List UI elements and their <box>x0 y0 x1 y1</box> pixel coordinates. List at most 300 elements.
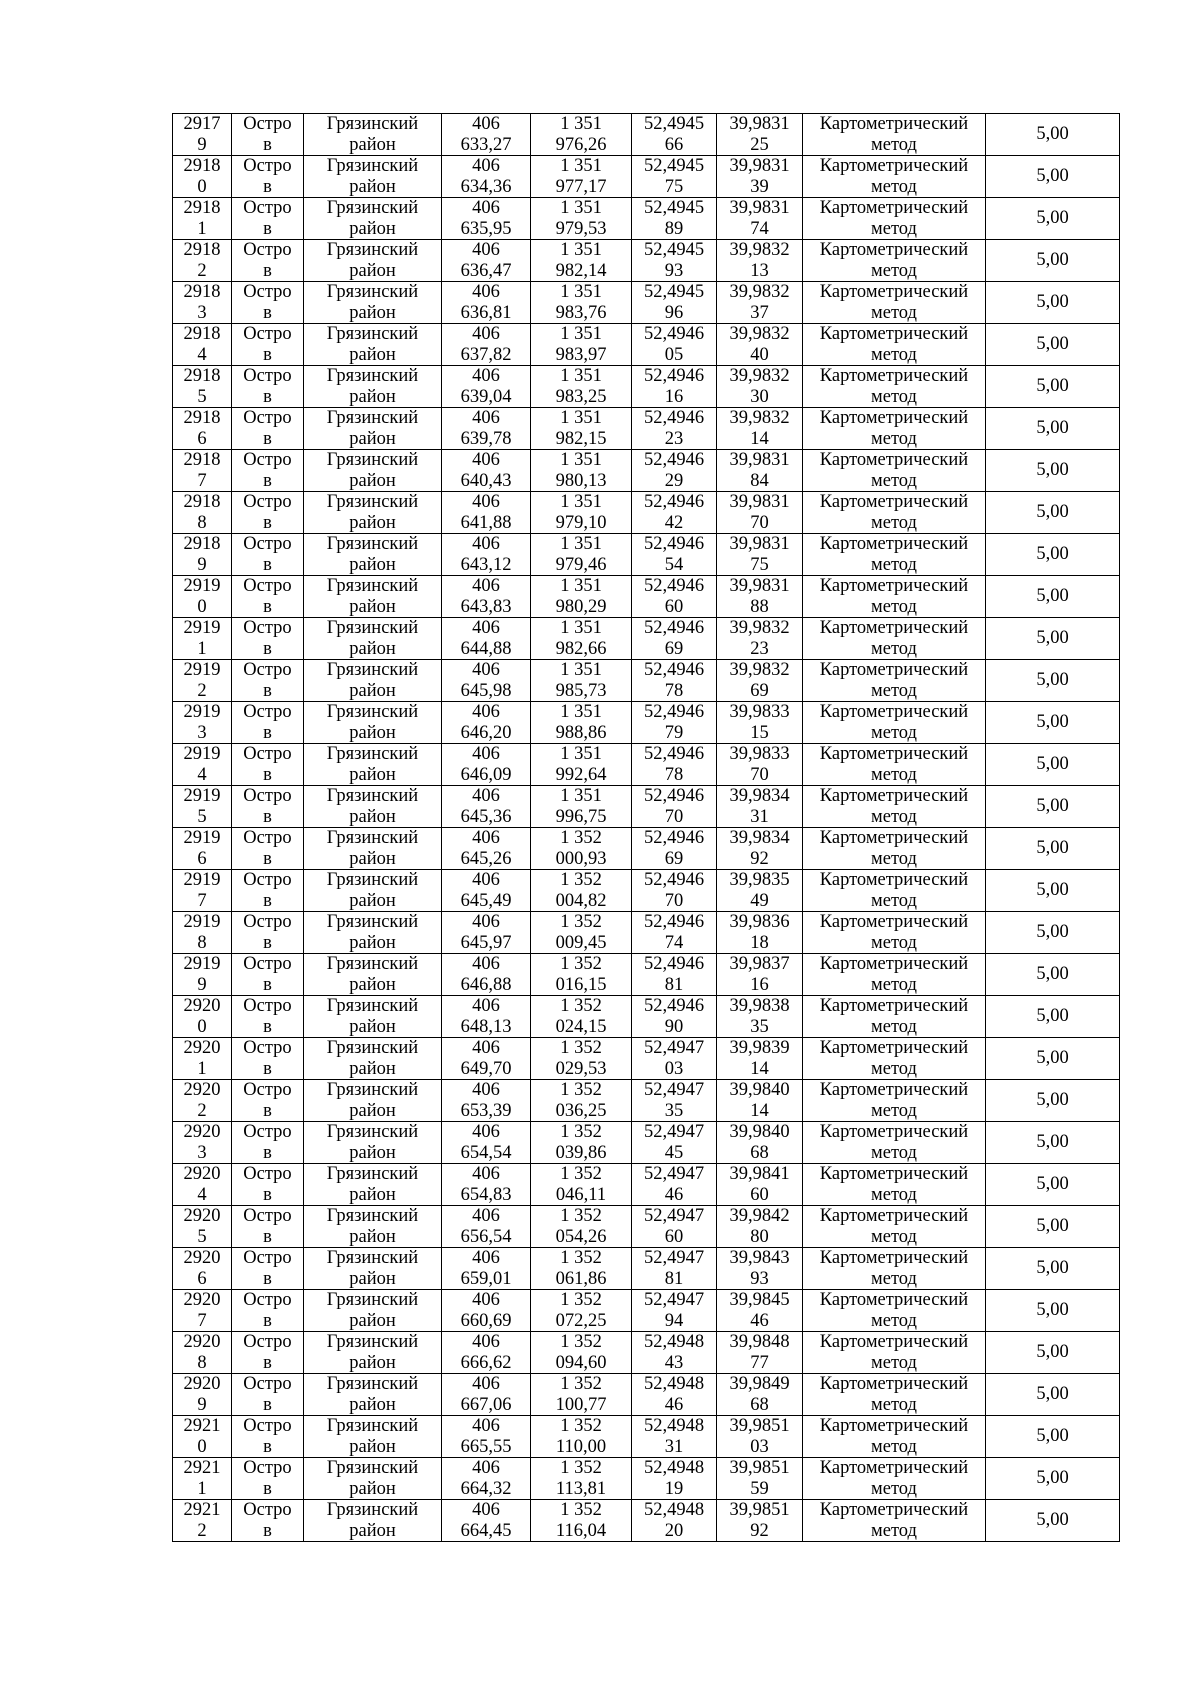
latitude-cell-line-1: 52,4947 <box>643 1038 705 1058</box>
latitude-cell-line-2: 69 <box>664 638 684 659</box>
point-number-cell <box>173 1332 232 1374</box>
coord-y-cell-line-1: 1 352 <box>560 1248 602 1268</box>
object-type-cell-line-1: Остро <box>243 702 292 722</box>
longitude-cell-line-2: 70 <box>750 512 769 533</box>
coord-x-cell <box>442 114 531 156</box>
district-cell <box>304 198 442 240</box>
object-type-cell <box>232 492 304 534</box>
latitude-cell <box>632 618 717 660</box>
coord-y-cell <box>531 954 632 996</box>
latitude-cell-line-1: 52,4945 <box>643 198 705 218</box>
method-cell-line-2: метод <box>871 974 917 995</box>
district-cell-line-2: район <box>349 302 396 323</box>
accuracy-cell: 5,00 <box>986 1164 1120 1206</box>
object-type-cell-line-1: Остро <box>243 1206 292 1226</box>
object-type-cell-line-1: Остро <box>243 576 292 596</box>
object-type-cell <box>232 282 304 324</box>
method-cell-line-2: метод <box>871 806 917 827</box>
district-cell-line-1: Грязинский <box>326 1206 419 1226</box>
longitude-cell <box>717 114 803 156</box>
point-number-cell <box>173 1374 232 1416</box>
coord-x-cell-line-1: 406 <box>472 996 500 1016</box>
latitude-cell-line-1: 52,4945 <box>643 240 705 260</box>
coord-x-cell-line-2: 659,01 <box>460 1268 512 1289</box>
district-cell-line-2: район <box>349 848 396 869</box>
point-number-cell-line-2: 2 <box>197 260 207 281</box>
district-cell-line-1: Грязинский <box>326 240 419 260</box>
coord-y-cell-line-1: 1 352 <box>560 828 602 848</box>
coord-y-cell-line-2: 982,66 <box>555 638 607 659</box>
longitude-cell-line-1: 39,9851 <box>729 1500 790 1520</box>
method-cell <box>803 156 986 198</box>
method-cell-line-2: метод <box>871 764 917 785</box>
latitude-cell <box>632 1122 717 1164</box>
district-cell-line-2: район <box>349 134 396 155</box>
district-cell-line-2: район <box>349 260 396 281</box>
district-cell <box>304 450 442 492</box>
longitude-cell-line-2: 60 <box>750 1184 769 1205</box>
coord-x-cell-line-2: 664,32 <box>460 1478 512 1499</box>
coord-y-cell-line-2: 100,77 <box>555 1394 607 1415</box>
coord-x-cell-line-2: 656,54 <box>460 1226 512 1247</box>
latitude-cell-line-2: 19 <box>664 1478 684 1499</box>
object-type-cell <box>232 996 304 1038</box>
coord-y-cell-line-2: 094,60 <box>555 1352 607 1373</box>
coord-x-cell <box>442 534 531 576</box>
district-cell <box>304 282 442 324</box>
coord-x-cell <box>442 156 531 198</box>
coord-y-cell-line-1: 1 352 <box>560 1458 602 1478</box>
latitude-cell-line-1: 52,4946 <box>643 576 705 596</box>
method-cell-line-2: метод <box>871 596 917 617</box>
coord-x-cell-line-1: 406 <box>472 324 500 344</box>
coord-x-cell <box>442 912 531 954</box>
method-cell <box>803 786 986 828</box>
latitude-cell <box>632 282 717 324</box>
district-cell-line-2: район <box>349 1478 396 1499</box>
longitude-cell <box>717 870 803 912</box>
point-number-cell <box>173 618 232 660</box>
district-cell-line-2: район <box>349 596 396 617</box>
point-number-cell-line-1: 2919 <box>183 912 221 932</box>
latitude-cell <box>632 870 717 912</box>
point-number-cell-line-1: 2918 <box>183 534 221 554</box>
accuracy-cell: 5,00 <box>986 408 1120 450</box>
longitude-cell-line-1: 39,9834 <box>729 786 790 806</box>
point-number-cell-line-2: 4 <box>197 344 207 365</box>
coord-y-cell-line-1: 1 351 <box>560 492 602 512</box>
point-number-cell-line-1: 2918 <box>183 282 221 302</box>
method-cell <box>803 1416 986 1458</box>
method-cell-line-1: Картометрический <box>819 1500 969 1520</box>
latitude-cell <box>632 744 717 786</box>
longitude-cell <box>717 954 803 996</box>
point-number-cell-line-1: 2920 <box>183 1374 221 1394</box>
coord-x-cell-line-1: 406 <box>472 1416 500 1436</box>
district-cell <box>304 954 442 996</box>
object-type-cell <box>232 1080 304 1122</box>
district-cell-line-1: Грязинский <box>326 492 419 512</box>
longitude-cell <box>717 492 803 534</box>
object-type-cell <box>232 618 304 660</box>
table-row <box>173 114 1120 156</box>
longitude-cell-line-2: 68 <box>750 1142 769 1163</box>
method-cell <box>803 954 986 996</box>
district-cell <box>304 828 442 870</box>
latitude-cell-line-1: 52,4946 <box>643 912 705 932</box>
coord-x-cell-line-2: 635,95 <box>460 218 512 239</box>
latitude-cell-line-1: 52,4945 <box>643 156 705 176</box>
district-cell-line-1: Грязинский <box>326 324 419 344</box>
coord-x-cell-line-2: 639,78 <box>460 428 512 449</box>
district-cell <box>304 1416 442 1458</box>
longitude-cell-line-2: 49 <box>750 890 769 911</box>
longitude-cell <box>717 1206 803 1248</box>
method-cell-line-1: Картометрический <box>819 408 969 428</box>
longitude-cell <box>717 786 803 828</box>
object-type-cell-line-2: в <box>263 1226 272 1247</box>
latitude-cell-line-2: 94 <box>664 1310 684 1331</box>
latitude-cell-line-2: 78 <box>664 764 684 785</box>
point-number-cell-line-1: 2920 <box>183 1122 221 1142</box>
longitude-cell <box>717 366 803 408</box>
point-number-cell-line-2: 5 <box>197 386 207 407</box>
latitude-cell-line-1: 52,4946 <box>643 996 705 1016</box>
method-cell-line-1: Картометрический <box>819 1374 969 1394</box>
point-number-cell-line-2: 4 <box>197 1184 207 1205</box>
method-cell-line-1: Картометрический <box>819 366 969 386</box>
coord-x-cell-line-2: 666,62 <box>460 1352 512 1373</box>
method-cell <box>803 1458 986 1500</box>
point-number-cell <box>173 1248 232 1290</box>
longitude-cell <box>717 534 803 576</box>
coordinates-table <box>172 113 1120 1542</box>
point-number-cell-line-1: 2917 <box>183 114 221 134</box>
district-cell <box>304 1458 442 1500</box>
district-cell-line-1: Грязинский <box>326 198 419 218</box>
district-cell <box>304 660 442 702</box>
district-cell-line-2: район <box>349 1352 396 1373</box>
object-type-cell-line-1: Остро <box>243 324 292 344</box>
district-cell <box>304 1080 442 1122</box>
district-cell <box>304 996 442 1038</box>
accuracy-cell: 5,00 <box>986 198 1120 240</box>
longitude-cell-line-1: 39,9837 <box>729 954 790 974</box>
point-number-cell-line-2: 1 <box>197 218 207 239</box>
coord-x-cell <box>442 282 531 324</box>
coord-x-cell-line-1: 406 <box>472 1248 500 1268</box>
coord-y-cell-line-2: 996,75 <box>555 806 607 827</box>
coord-x-cell-line-1: 406 <box>472 534 500 554</box>
coord-x-cell <box>442 1164 531 1206</box>
coord-y-cell <box>531 534 632 576</box>
object-type-cell-line-1: Остро <box>243 240 292 260</box>
point-number-cell-line-2: 2 <box>197 1520 207 1541</box>
coord-y-cell-line-2: 979,53 <box>555 218 607 239</box>
longitude-cell <box>717 408 803 450</box>
object-type-cell <box>232 744 304 786</box>
coord-x-cell-line-1: 406 <box>472 1080 500 1100</box>
table-row <box>173 1038 1120 1080</box>
latitude-cell-line-1: 52,4947 <box>643 1164 705 1184</box>
method-cell-line-2: метод <box>871 1058 917 1079</box>
point-number-cell-line-2: 0 <box>197 1016 207 1037</box>
object-type-cell-line-1: Остро <box>243 1332 292 1352</box>
latitude-cell <box>632 1332 717 1374</box>
district-cell <box>304 1206 442 1248</box>
method-cell-line-1: Картометрический <box>819 744 969 764</box>
coord-x-cell-line-2: 637,82 <box>460 344 512 365</box>
object-type-cell-line-1: Остро <box>243 1290 292 1310</box>
coord-x-cell-line-2: 641,88 <box>460 512 512 533</box>
coord-x-cell-line-2: 660,69 <box>460 1310 512 1331</box>
longitude-cell-line-2: 74 <box>750 218 769 239</box>
method-cell <box>803 660 986 702</box>
latitude-cell <box>632 324 717 366</box>
method-cell-line-2: метод <box>871 1520 917 1541</box>
coord-y-cell-line-1: 1 352 <box>560 1038 602 1058</box>
point-number-cell-line-2: 0 <box>197 176 207 197</box>
method-cell <box>803 366 986 408</box>
object-type-cell-line-1: Остро <box>243 618 292 638</box>
district-cell-line-1: Грязинский <box>326 996 419 1016</box>
coord-y-cell-line-1: 1 352 <box>560 954 602 974</box>
object-type-cell <box>232 114 304 156</box>
coord-x-cell-line-2: 667,06 <box>460 1394 512 1415</box>
object-type-cell-line-2: в <box>263 764 272 785</box>
object-type-cell <box>232 576 304 618</box>
district-cell <box>304 576 442 618</box>
longitude-cell-line-2: 92 <box>750 848 769 869</box>
point-number-cell-line-2: 5 <box>197 1226 207 1247</box>
object-type-cell <box>232 828 304 870</box>
point-number-cell <box>173 1164 232 1206</box>
longitude-cell-line-1: 39,9832 <box>729 324 790 344</box>
coord-x-cell-line-2: 654,83 <box>460 1184 512 1205</box>
accuracy-cell: 5,00 <box>986 576 1120 618</box>
latitude-cell-line-2: 81 <box>664 974 684 995</box>
object-type-cell <box>232 786 304 828</box>
object-type-cell-line-2: в <box>263 176 272 197</box>
coord-x-cell <box>442 1332 531 1374</box>
latitude-cell-line-1: 52,4946 <box>643 702 705 722</box>
longitude-cell-line-2: 77 <box>750 1352 769 1373</box>
district-cell-line-2: район <box>349 764 396 785</box>
coord-y-cell-line-1: 1 351 <box>560 576 602 596</box>
coord-x-cell-line-2: 646,20 <box>460 722 512 743</box>
longitude-cell-line-2: 03 <box>750 1436 769 1457</box>
point-number-cell-line-2: 8 <box>197 512 207 533</box>
method-cell-line-2: метод <box>871 1310 917 1331</box>
point-number-cell-line-1: 2919 <box>183 954 221 974</box>
latitude-cell <box>632 198 717 240</box>
coord-x-cell <box>442 996 531 1038</box>
latitude-cell-line-2: 93 <box>664 260 684 281</box>
point-number-cell-line-1: 2920 <box>183 1038 221 1058</box>
latitude-cell-line-1: 52,4948 <box>643 1416 705 1436</box>
method-cell <box>803 1332 986 1374</box>
longitude-cell <box>717 1122 803 1164</box>
coord-x-cell-line-2: 634,36 <box>460 176 512 197</box>
table-row <box>173 954 1120 996</box>
latitude-cell-line-1: 52,4948 <box>643 1500 705 1520</box>
coord-y-cell <box>531 996 632 1038</box>
method-cell-line-1: Картометрический <box>819 534 969 554</box>
method-cell-line-2: метод <box>871 932 917 953</box>
object-type-cell-line-2: в <box>263 386 272 407</box>
district-cell-line-1: Грязинский <box>326 114 419 134</box>
method-cell-line-2: метод <box>871 386 917 407</box>
district-cell-line-2: район <box>349 974 396 995</box>
object-type-cell-line-1: Остро <box>243 408 292 428</box>
district-cell-line-2: район <box>349 1310 396 1331</box>
latitude-cell <box>632 1248 717 1290</box>
table-row <box>173 450 1120 492</box>
accuracy-cell: 5,00 <box>986 1290 1120 1332</box>
coord-x-cell-line-2: 633,27 <box>460 134 512 155</box>
coord-y-cell <box>531 744 632 786</box>
latitude-cell-line-2: 42 <box>664 512 684 533</box>
latitude-cell-line-2: 05 <box>664 344 684 365</box>
point-number-cell-line-1: 2918 <box>183 450 221 470</box>
latitude-cell-line-2: 35 <box>664 1100 684 1121</box>
longitude-cell-line-2: 80 <box>750 1226 769 1247</box>
longitude-cell <box>717 1164 803 1206</box>
latitude-cell <box>632 240 717 282</box>
coord-y-cell <box>531 492 632 534</box>
point-number-cell-line-2: 7 <box>197 890 207 911</box>
point-number-cell <box>173 996 232 1038</box>
method-cell-line-2: метод <box>871 1436 917 1457</box>
coord-y-cell-line-2: 992,64 <box>555 764 607 785</box>
latitude-cell-line-2: 89 <box>664 218 684 239</box>
latitude-cell <box>632 786 717 828</box>
method-cell <box>803 492 986 534</box>
coord-x-cell-line-1: 406 <box>472 744 500 764</box>
method-cell-line-1: Картометрический <box>819 282 969 302</box>
coord-y-cell <box>531 366 632 408</box>
coord-y-cell <box>531 1164 632 1206</box>
point-number-cell <box>173 1458 232 1500</box>
coord-x-cell <box>442 828 531 870</box>
district-cell-line-2: район <box>349 1268 396 1289</box>
point-number-cell-line-1: 2920 <box>183 1290 221 1310</box>
coord-y-cell-line-1: 1 351 <box>560 366 602 386</box>
district-cell <box>304 366 442 408</box>
point-number-cell <box>173 366 232 408</box>
longitude-cell <box>717 240 803 282</box>
point-number-cell-line-1: 2918 <box>183 366 221 386</box>
accuracy-cell: 5,00 <box>986 870 1120 912</box>
longitude-cell-line-1: 39,9831 <box>729 492 790 512</box>
longitude-cell-line-2: 31 <box>750 806 769 827</box>
longitude-cell-line-1: 39,9840 <box>729 1080 790 1100</box>
latitude-cell-line-1: 52,4945 <box>643 282 705 302</box>
method-cell-line-1: Картометрический <box>819 1248 969 1268</box>
accuracy-cell: 5,00 <box>986 534 1120 576</box>
coord-x-cell <box>442 870 531 912</box>
point-number-cell <box>173 576 232 618</box>
latitude-cell-line-1: 52,4947 <box>643 1206 705 1226</box>
longitude-cell-line-1: 39,9831 <box>729 156 790 176</box>
point-number-cell-line-1: 2920 <box>183 1080 221 1100</box>
coord-x-cell <box>442 744 531 786</box>
point-number-cell <box>173 1122 232 1164</box>
coord-y-cell-line-2: 072,25 <box>555 1310 607 1331</box>
point-number-cell-line-2: 7 <box>197 470 207 491</box>
method-cell-line-1: Картометрический <box>819 240 969 260</box>
district-cell-line-1: Грязинский <box>326 450 419 470</box>
coord-y-cell <box>531 1038 632 1080</box>
latitude-cell-line-1: 52,4946 <box>643 786 705 806</box>
object-type-cell <box>232 1332 304 1374</box>
table-row <box>173 828 1120 870</box>
district-cell-line-2: район <box>349 1436 396 1457</box>
accuracy-cell: 5,00 <box>986 1122 1120 1164</box>
point-number-cell-line-2: 6 <box>197 848 207 869</box>
latitude-cell <box>632 912 717 954</box>
point-number-cell-line-1: 2918 <box>183 408 221 428</box>
latitude-cell-line-2: 45 <box>664 1142 684 1163</box>
district-cell <box>304 618 442 660</box>
longitude-cell-line-1: 39,9832 <box>729 660 790 680</box>
point-number-cell-line-1: 2920 <box>183 1206 221 1226</box>
coord-x-cell-line-2: 653,39 <box>460 1100 512 1121</box>
coord-x-cell <box>442 1206 531 1248</box>
district-cell-line-1: Грязинский <box>326 702 419 722</box>
table-row <box>173 1290 1120 1332</box>
longitude-cell-line-2: 39 <box>750 176 769 197</box>
longitude-cell-line-2: 14 <box>750 428 769 449</box>
point-number-cell <box>173 660 232 702</box>
point-number-cell-line-1: 2921 <box>183 1458 221 1478</box>
table-row <box>173 324 1120 366</box>
latitude-cell-line-1: 52,4946 <box>643 408 705 428</box>
coord-y-cell-line-2: 976,26 <box>555 134 607 155</box>
longitude-cell <box>717 198 803 240</box>
method-cell-line-1: Картометрический <box>819 1122 969 1142</box>
longitude-cell-line-2: 14 <box>750 1058 769 1079</box>
coord-x-cell-line-1: 406 <box>472 828 500 848</box>
latitude-cell-line-1: 52,4946 <box>643 450 705 470</box>
latitude-cell <box>632 492 717 534</box>
longitude-cell-line-2: 30 <box>750 386 769 407</box>
coord-y-cell-line-2: 977,17 <box>555 176 607 197</box>
district-cell <box>304 114 442 156</box>
method-cell-line-2: метод <box>871 1394 917 1415</box>
point-number-cell <box>173 324 232 366</box>
object-type-cell-line-2: в <box>263 134 272 155</box>
object-type-cell-line-2: в <box>263 302 272 323</box>
district-cell <box>304 240 442 282</box>
district-cell-line-1: Грязинский <box>326 1458 419 1478</box>
longitude-cell-line-1: 39,9842 <box>729 1206 790 1226</box>
object-type-cell-line-2: в <box>263 470 272 491</box>
accuracy-cell: 5,00 <box>986 660 1120 702</box>
method-cell <box>803 450 986 492</box>
district-cell-line-1: Грязинский <box>326 618 419 638</box>
object-type-cell-line-1: Остро <box>243 198 292 218</box>
longitude-cell <box>717 996 803 1038</box>
object-type-cell-line-2: в <box>263 554 272 575</box>
longitude-cell-line-2: 93 <box>750 1268 769 1289</box>
coord-x-cell-line-1: 406 <box>472 1500 500 1520</box>
accuracy-cell: 5,00 <box>986 1248 1120 1290</box>
object-type-cell-line-1: Остро <box>243 450 292 470</box>
object-type-cell <box>232 954 304 996</box>
longitude-cell-line-1: 39,9845 <box>729 1290 790 1310</box>
method-cell <box>803 534 986 576</box>
